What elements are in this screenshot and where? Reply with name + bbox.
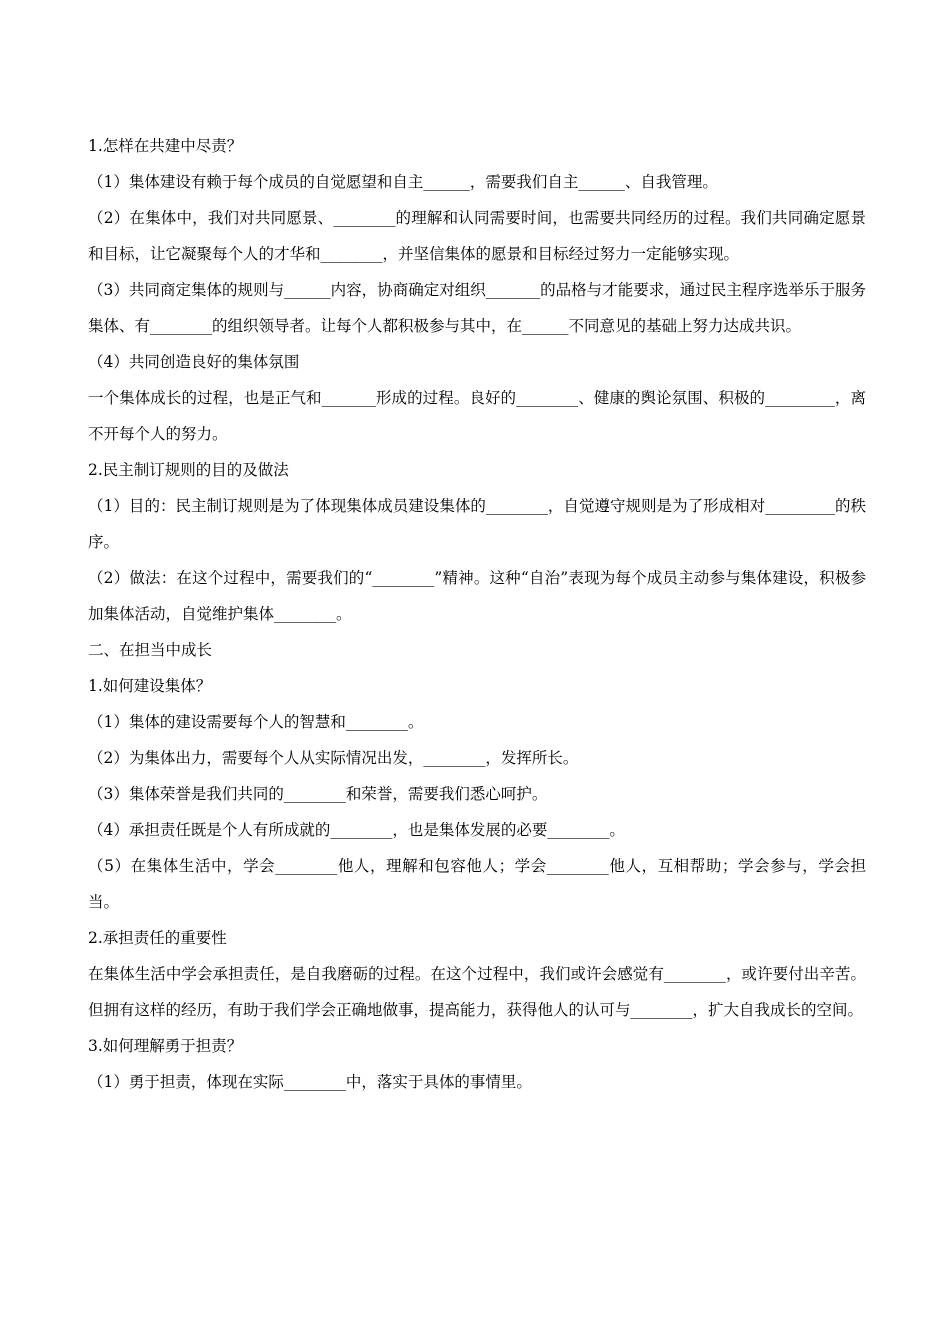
paragraph-1-1: （1）集体建设有赖于每个成员的自觉愿望和自主______，需要我们自主______、自我管理。	[88, 173, 718, 191]
paragraph-1-2: （2）在集体中，我们对共同愿景、________的理解和认同需要时间，也需要共同经历的过程。我们共同确定愿景和目标，让它凝聚每个人的才华和________，并坚信集体的愿景和目标经过努力一定能够实现。	[88, 209, 866, 263]
paragraph-s2-1-5: （5）在集体生活中，学会________他人，理解和包容他人；学会________他人，互相帮助；学会参与，学会担当。	[88, 857, 866, 911]
paragraph-s2-1-3: （3）集体荣誉是我们共同的________和荣誉，需要我们悉心呵护。	[88, 785, 548, 803]
paragraph-1-4-body: 一个集体成长的过程，也是正气和_______形成的过程。良好的________、健康的舆论氛围、积极的_________，离不开每个人的努力。	[88, 389, 866, 443]
section-heading-2: 二、在担当中成长	[88, 641, 213, 659]
paragraph-1-4: （4）共同创造良好的集体氛围	[88, 353, 300, 371]
heading-2: 2.民主制订规则的目的及做法	[88, 461, 289, 479]
paragraph-s2-1-2: （2）为集体出力，需要每个人从实际情况出发，________，发挥所长。	[88, 749, 579, 767]
document-body	[88, 128, 866, 1100]
paragraph-s2-1-1: （1）集体的建设需要每个人的智慧和________。	[88, 713, 424, 731]
heading-2-2: 2.承担责任的重要性	[88, 929, 227, 947]
paragraph-s2-3-1: （1）勇于担责，体现在实际________中，落实于具体的事情里。	[88, 1073, 532, 1091]
paragraph-1-3: （3）共同商定集体的规则与______内容，协商确定对组织_______的品格与才能要求，通过民主程序选举乐于服务集体、有________的组织领导者。让每个人都积极参与其中，在______不同意见的基础上努力达成共识。	[88, 281, 866, 335]
heading-2-3: 3.如何理解勇于担责？	[88, 1037, 243, 1055]
paragraph-2-2: （2）做法：在这个过程中，需要我们的“________”精神。这种“自治”表现为每个成员主动参与集体建设，积极参加集体活动，自觉维护集体________。	[88, 569, 866, 623]
paragraph-s2-2: 在集体生活中学会承担责任，是自我磨砺的过程。在这个过程中，我们或许会感觉有________，或许要付出辛苦。但拥有这样的经历，有助于我们学会正确地做事，提高能力，获得他人的认可与________，扩大自我成长的空间。	[88, 965, 866, 1019]
paragraph-s2-1-4: （4）承担责任既是个人有所成就的________，也是集体发展的必要________。	[88, 821, 625, 839]
heading-1: 1.怎样在共建中尽责？	[88, 137, 243, 155]
heading-2-1: 1.如何建设集体？	[88, 677, 212, 695]
paragraph-2-1: （1）目的：民主制订规则是为了体现集体成员建设集体的________，自觉遵守规则是为了形成相对_________的秩序。	[88, 497, 866, 551]
